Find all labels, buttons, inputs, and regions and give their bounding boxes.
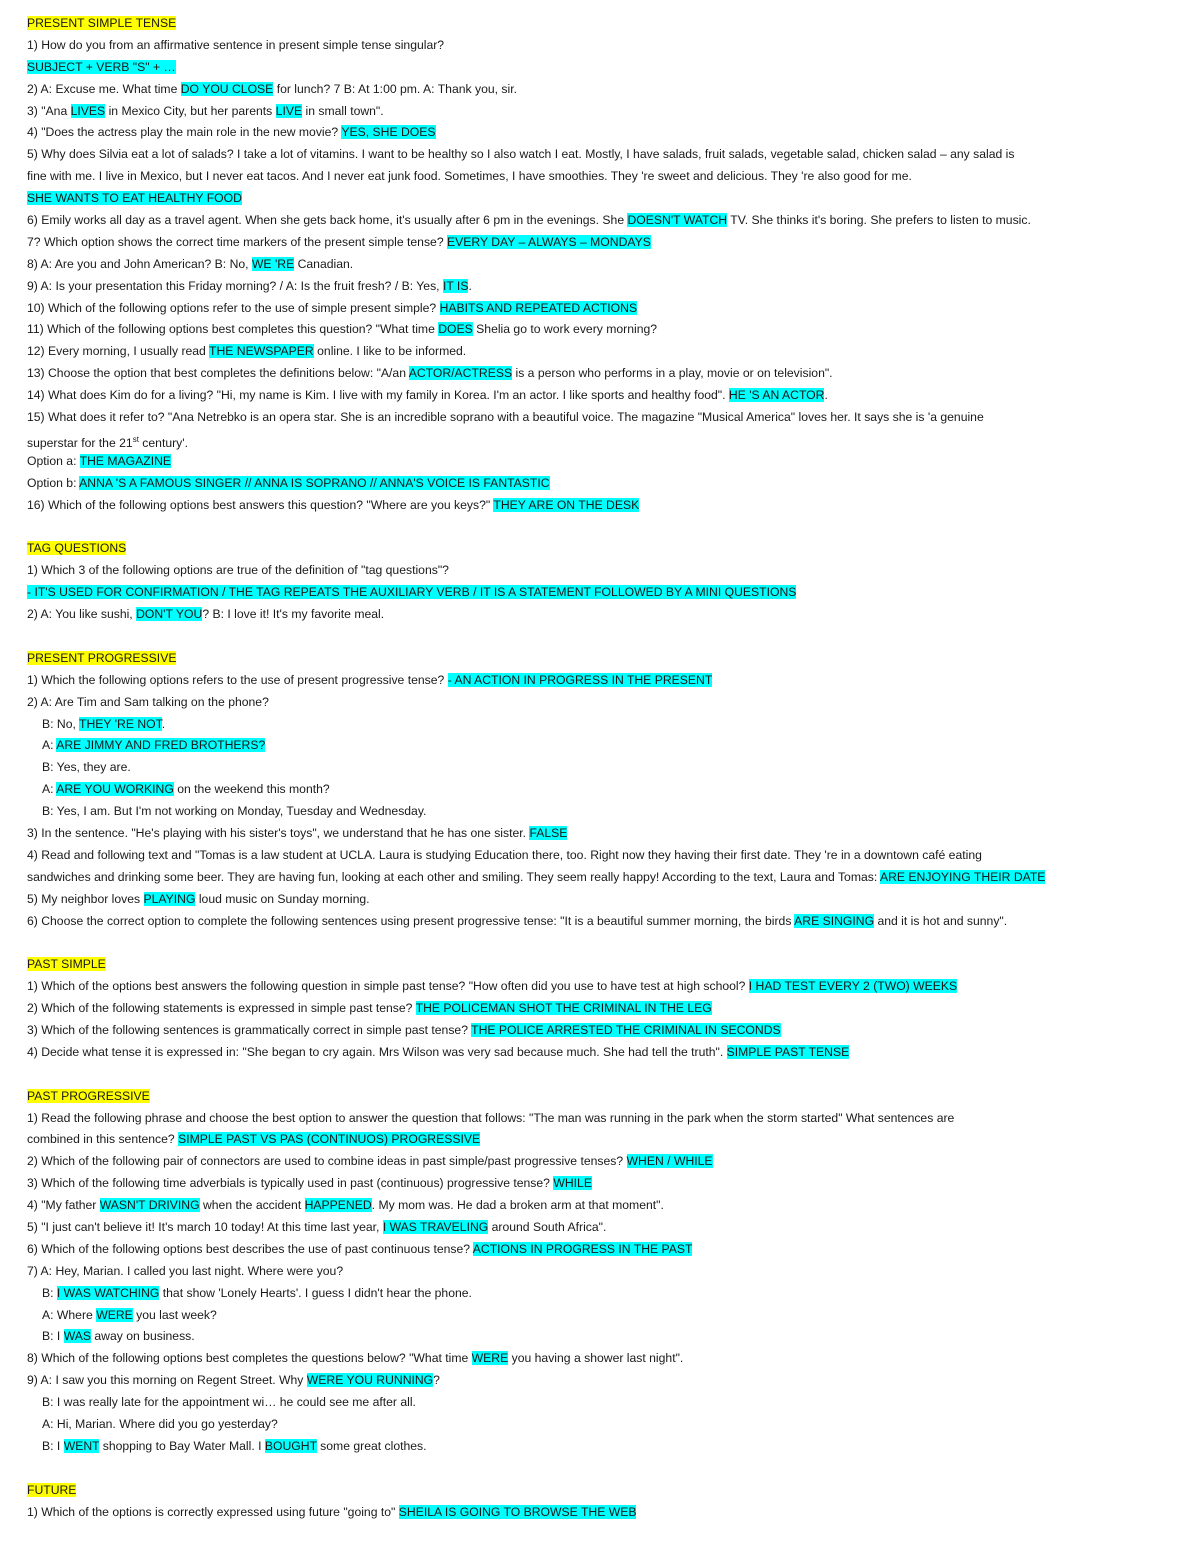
question-text: TV. She thinks it's boring. She prefers to listen to music. [727,213,1031,228]
question-text: for lunch? 7 B: At 1:00 pm. A: Thank you, sir. [273,81,517,96]
section-heading [27,538,1187,560]
question-text: 8) Which of the following options best completes the questions below? "What time [27,1351,472,1366]
question-line [27,210,1187,232]
question-line [27,1173,1187,1195]
answer-highlight: WERE [471,1351,509,1366]
question-line [27,35,1187,57]
question-text: B: Yes, I am. But I'm not working on Monday, Tuesday and Wednesday. [42,804,427,819]
question-text: B: Yes, they are. [42,760,131,775]
question-text: 3) "Ana [27,103,71,118]
question-line [27,1414,1187,1436]
section-heading [27,13,1187,35]
heading-text: FUTURE [27,1482,77,1497]
question-line [27,582,1187,604]
answer-highlight: SIMPLE PAST VS PAS (CONTINUOS) PROGRESSIVE [178,1132,481,1147]
question-text: . [161,716,166,731]
question-line [27,1348,1187,1370]
answer-highlight: IT IS [442,278,469,293]
question-line [27,867,1187,889]
question-text: shopping to Bay Water Mall. I [99,1438,265,1453]
answer-highlight: SHE WANTS TO EAT HEALTHY FOOD [27,191,242,206]
question-text: you having a shower last night". [508,1351,684,1366]
section-gap [27,1458,1187,1480]
section-future [27,1480,1187,1524]
question-text: 5) "I just can't believe it! It's march 10 today! At this time last year, [27,1219,383,1234]
question-line [27,473,1187,495]
answer-highlight: ARE JIMMY AND FRED BROTHERS? [56,738,266,753]
question-text: 7) A: Hey, Marian. I called you last night. Where were you? [27,1263,344,1278]
answer-highlight: DOESN'T WATCH [627,213,728,228]
question-line [27,1129,1187,1151]
question-line [27,692,1187,714]
heading-text: PRESENT SIMPLE TENSE [27,16,177,30]
question-text: Option a: [27,453,80,468]
question-text: A: [42,782,57,797]
answer-highlight: LIVES [70,103,106,118]
question-line [27,232,1187,254]
question-text: B: No, [42,716,80,731]
question-line [27,998,1187,1020]
question-line [27,276,1187,298]
question-line [27,735,1187,757]
answer-highlight: ACTIONS IN PROGRESS IN THE PAST [472,1241,693,1256]
document-page [27,13,1187,1523]
answer-highlight: DOES [438,322,473,337]
question-text: 4) "Does the actress play the main role in the new movie? [27,125,342,140]
question-text: on the weekend this month? [173,782,330,797]
answer-highlight: ARE YOU WORKING [56,782,174,797]
section-gap [27,626,1187,648]
answer-highlight: I HAD TEST EVERY 2 (TWO) WEEKS [748,979,958,994]
question-text: . [824,388,828,403]
section-gap [27,516,1187,538]
section-past-simple [27,954,1187,1063]
answer-highlight: THE MAGAZINE [79,453,172,468]
question-text: and it is hot and sunny". [874,913,1008,928]
question-line [27,823,1187,845]
question-text: is a person who performs in a play, movie or on television". [512,366,833,381]
answer-highlight: ANNA 'S A FAMOUS SINGER // ANNA IS SOPRANO // ANNA'S VOICE IS FANTASTIC [79,475,550,490]
section-tag-questions [27,538,1187,626]
answer-highlight: WAS [63,1329,91,1344]
answer-highlight: THE POLICEMAN SHOT THE CRIMINAL IN THE LEG [415,1001,712,1016]
answer-highlight: DO YOU CLOSE [180,81,274,96]
question-line [27,845,1187,867]
question-line [27,1370,1187,1392]
question-text: ? B: I love it! It's my favorite meal. [202,607,385,622]
heading-text: PRESENT PROGRESSIVE [27,650,177,665]
question-line [27,495,1187,517]
question-text: 14) What does Kim do for a living? "Hi, my name is Kim. I live with my family in Korea. I'm an actor. I like sports and healthy food". [27,388,729,403]
answer-highlight: THEY 'RE NOT [79,716,162,731]
question-line [27,341,1187,363]
question-text: . My mom was. He dad a broken arm at that moment". [371,1198,664,1213]
question-text: 6) Emily works all day as a travel agent. When she gets back home, it's usually after 6 pm in the evenings. She [27,213,628,228]
question-line [27,407,1187,429]
question-line [27,429,1187,451]
question-text: Shelia go to work every morning? [472,322,658,337]
question-line [27,560,1187,582]
answer-highlight: WERE YOU RUNNING [306,1373,434,1388]
question-text: 2) A: You like sushi, [27,607,137,622]
question-text: superstar for the 21st century'. [27,434,188,450]
ordinal-suffix: st [132,434,139,444]
answer-highlight: WENT [63,1438,100,1453]
answer-highlight: SUBJECT + VERB "S" + … [27,59,176,74]
question-line [27,254,1187,276]
question-text: 4) Read and following text and "Tomas is a law student at UCLA. Laura is studying Education there, too. Right now they having their first date. They 're in a downtown café eating [27,847,982,862]
question-text: Option b: [27,475,80,490]
answer-highlight: PLAYING [143,891,196,906]
question-text: in Mexico City, but her parents [105,103,276,118]
question-text: 2) Which of the following statements is expressed in simple past tense? [27,1001,416,1016]
question-text: B: I was really late for the appointment wi… he could see me after all. [42,1395,416,1410]
question-text: that show 'Lonely Hearts'. I guess I didn't hear the phone. [159,1285,472,1300]
question-line [27,1436,1187,1458]
question-text: B: [42,1285,57,1300]
question-text: 1) Which 3 of the following options are true of the definition of "tag questions"? [27,563,449,578]
question-line [27,801,1187,823]
answer-highlight: EVERY DAY – ALWAYS – MONDAYS [446,234,651,249]
question-text: 15) What does it refer to? "Ana Netrebko is an opera star. She is an incredible soprano with a beautiful voice. The magazine "Musical America" loves her. It says she is 'a genuine [27,410,984,425]
question-line [27,1151,1187,1173]
question-line [27,1217,1187,1239]
question-text: Canadian. [294,256,354,271]
section-heading [27,954,1187,976]
question-line [27,385,1187,407]
question-text: 8) A: Are you and John American? B: No, [27,256,252,271]
answer-highlight: WHEN / WHILE [626,1154,713,1169]
question-line [27,1261,1187,1283]
question-text: 1) Which of the options is correctly expressed using future "going to" [27,1504,399,1519]
question-line [27,976,1187,998]
section-heading [27,1086,1187,1108]
question-text: fine with me. I live in Mexico, but I never eat tacos. And I never eat junk food. Sometimes, I have smoothies. They 're sweet and delicious. They 're also good for me. [27,169,912,184]
question-text: 3) Which of the following time adverbials is typically used in past (continuous) progressive tense? [27,1176,554,1191]
answer-highlight: WERE [96,1307,133,1322]
answer-highlight: - AN ACTION IN PROGRESS IN THE PRESENT [447,672,713,687]
answer-highlight: WHILE [553,1176,592,1191]
answer-highlight: SIMPLE PAST TENSE [726,1044,850,1059]
answer-highlight: ARE ENJOYING THEIR DATE [879,869,1046,884]
heading-text: TAG QUESTIONS [27,541,127,556]
question-line [27,319,1187,341]
question-line [27,1392,1187,1414]
question-line [27,363,1187,385]
question-line [27,1326,1187,1348]
heading-text: PAST PROGRESSIVE [27,1088,150,1103]
question-text: . [468,278,472,293]
question-text: 16) Which of the following options best answers this question? "Where are you keys?" [27,497,494,512]
question-line [27,144,1187,166]
question-line [27,166,1187,188]
question-line [27,101,1187,123]
question-line [27,1239,1187,1261]
answer-highlight: ARE SINGING [794,913,875,928]
answer-highlight: THE NEWSPAPER [209,344,314,359]
question-text: 9) A: Is your presentation this Friday morning? / A: Is the fruit fresh? / B: Yes, [27,278,443,293]
answer-highlight: WASN'T DRIVING [99,1198,200,1213]
question-text: 3) Which of the following sentences is grammatically correct in simple past tense? [27,1022,472,1037]
question-text: 5) My neighbor loves [27,891,144,906]
answer-highlight: WE 'RE [251,256,295,271]
question-text: ? [433,1373,440,1388]
question-text: 6) Choose the correct option to complete the following sentences using present progressive tense: "It is a beautiful summer morning, the birds [27,913,795,928]
question-text: 3) In the sentence. "He's playing with his sister's toys", we understand that he has one sister. [27,825,530,840]
question-text: 5) Why does Silvia eat a lot of salads? I take a lot of vitamins. I want to be healthy so I also watch I eat. Mostly, I have salads, fruit salads, vegetable salad, chicken salad – any salad is [27,147,1015,162]
question-text: online. I like to be informed. [313,344,467,359]
question-text: 2) A: Excuse me. What time [27,81,181,96]
question-text: combined in this sentence? [27,1132,179,1147]
question-text: sandwiches and drinking some beer. They are having fun, looking at each other and smiling. They seem really happy! According to the text, Laura and Tomas: [27,869,880,884]
question-text: 11) Which of the following options best completes this question? "What time [27,322,439,337]
question-line [27,1195,1187,1217]
answer-highlight: - IT'S USED FOR CONFIRMATION / THE TAG REPEATS THE AUXILIARY VERB / IT IS A STATEMENT FOLLOWED BY A MINI QUESTIONS [27,585,797,600]
question-line [27,188,1187,210]
question-text: 1) Read the following phrase and choose the best option to answer the question that follows: "The man was running in the park when the storm started" What sentences are [27,1110,955,1125]
answer-highlight: HABITS AND REPEATED ACTIONS [439,300,638,315]
section-heading [27,648,1187,670]
section-present-progressive [27,648,1187,933]
question-text: some great clothes. [316,1438,427,1453]
question-line [27,451,1187,473]
question-text: 1) Which of the options best answers the following question in simple past tense? "How often did you use to have test at high school? [27,979,749,994]
question-line [27,911,1187,933]
heading-text: PAST SIMPLE [27,957,106,972]
question-text: around South Africa". [488,1219,607,1234]
question-text: 4) Decide what tense it is expressed in: "She began to cry again. Mrs Wilson was very sad because much. She had tell the truth". [27,1044,727,1059]
question-line [27,122,1187,144]
question-text: 4) "My father [27,1198,100,1213]
question-text: A: Where [42,1307,97,1322]
question-line [27,670,1187,692]
question-text: 12) Every morning, I usually read [27,344,209,359]
answer-highlight: FALSE [529,825,568,840]
answer-highlight: HE 'S AN ACTOR [728,388,825,403]
question-text: loud music on Sunday morning. [195,891,370,906]
question-line [27,714,1187,736]
question-text: in small town". [302,103,384,118]
question-line [27,1108,1187,1130]
question-text: 9) A: I saw you this morning on Regent Street. Why [27,1373,307,1388]
question-text: you last week? [132,1307,217,1322]
question-text: when the accident [199,1198,305,1213]
question-text: 2) A: Are Tim and Sam talking on the phone? [27,694,269,709]
section-past-progressive [27,1086,1187,1458]
section-gap [27,1064,1187,1086]
answer-highlight: I WAS WATCHING [56,1285,160,1300]
question-line [27,79,1187,101]
answer-highlight: LIVE [275,103,303,118]
question-line [27,1020,1187,1042]
question-line [27,1283,1187,1305]
question-line [27,57,1187,79]
answer-highlight: THEY ARE ON THE DESK [493,497,640,512]
question-text: 1) Which the following options refers to the use of present progressive tense? [27,672,448,687]
answer-highlight: DON'T YOU [136,607,203,622]
answer-highlight: ACTOR/ACTRESS [408,366,513,381]
section-present-simple [27,13,1187,516]
question-text: 2) Which of the following pair of connectors are used to combine ideas in past simple/past progressive tenses? [27,1154,627,1169]
question-text: B: I [42,1329,64,1344]
question-text: B: I [42,1438,64,1453]
answer-highlight: YES, SHE DOES [341,125,436,140]
answer-highlight: BOUGHT [264,1438,317,1453]
question-line [27,1502,1187,1524]
question-text: A: [42,738,57,753]
question-text: A: Hi, Marian. Where did you go yesterday? [42,1417,278,1431]
question-line [27,1042,1187,1064]
question-text: 10) Which of the following options refer to the use of simple present simple? [27,300,440,315]
question-text: 1) How do you from an affirmative sentence in present simple tense singular? [27,37,445,52]
question-text: 13) Choose the option that best completes the definitions below: "A/an [27,366,409,381]
answer-highlight: THE POLICE ARRESTED THE CRIMINAL IN SECONDS [471,1022,781,1037]
question-line [27,298,1187,320]
answer-highlight: I WAS TRAVELING [382,1219,489,1234]
section-heading [27,1480,1187,1502]
question-line [27,757,1187,779]
answer-highlight: SHEILA IS GOING TO BROWSE THE WEB [398,1504,637,1519]
question-line [27,604,1187,626]
question-text: 6) Which of the following options best describes the use of past continuous tense? [27,1241,473,1256]
section-gap [27,932,1187,954]
question-text: away on business. [91,1329,195,1344]
question-line [27,779,1187,801]
question-line [27,1305,1187,1327]
question-line [27,889,1187,911]
question-text: 7? Which option shows the correct time markers of the present simple tense? [27,234,447,249]
answer-highlight: HAPPENED [304,1198,372,1213]
